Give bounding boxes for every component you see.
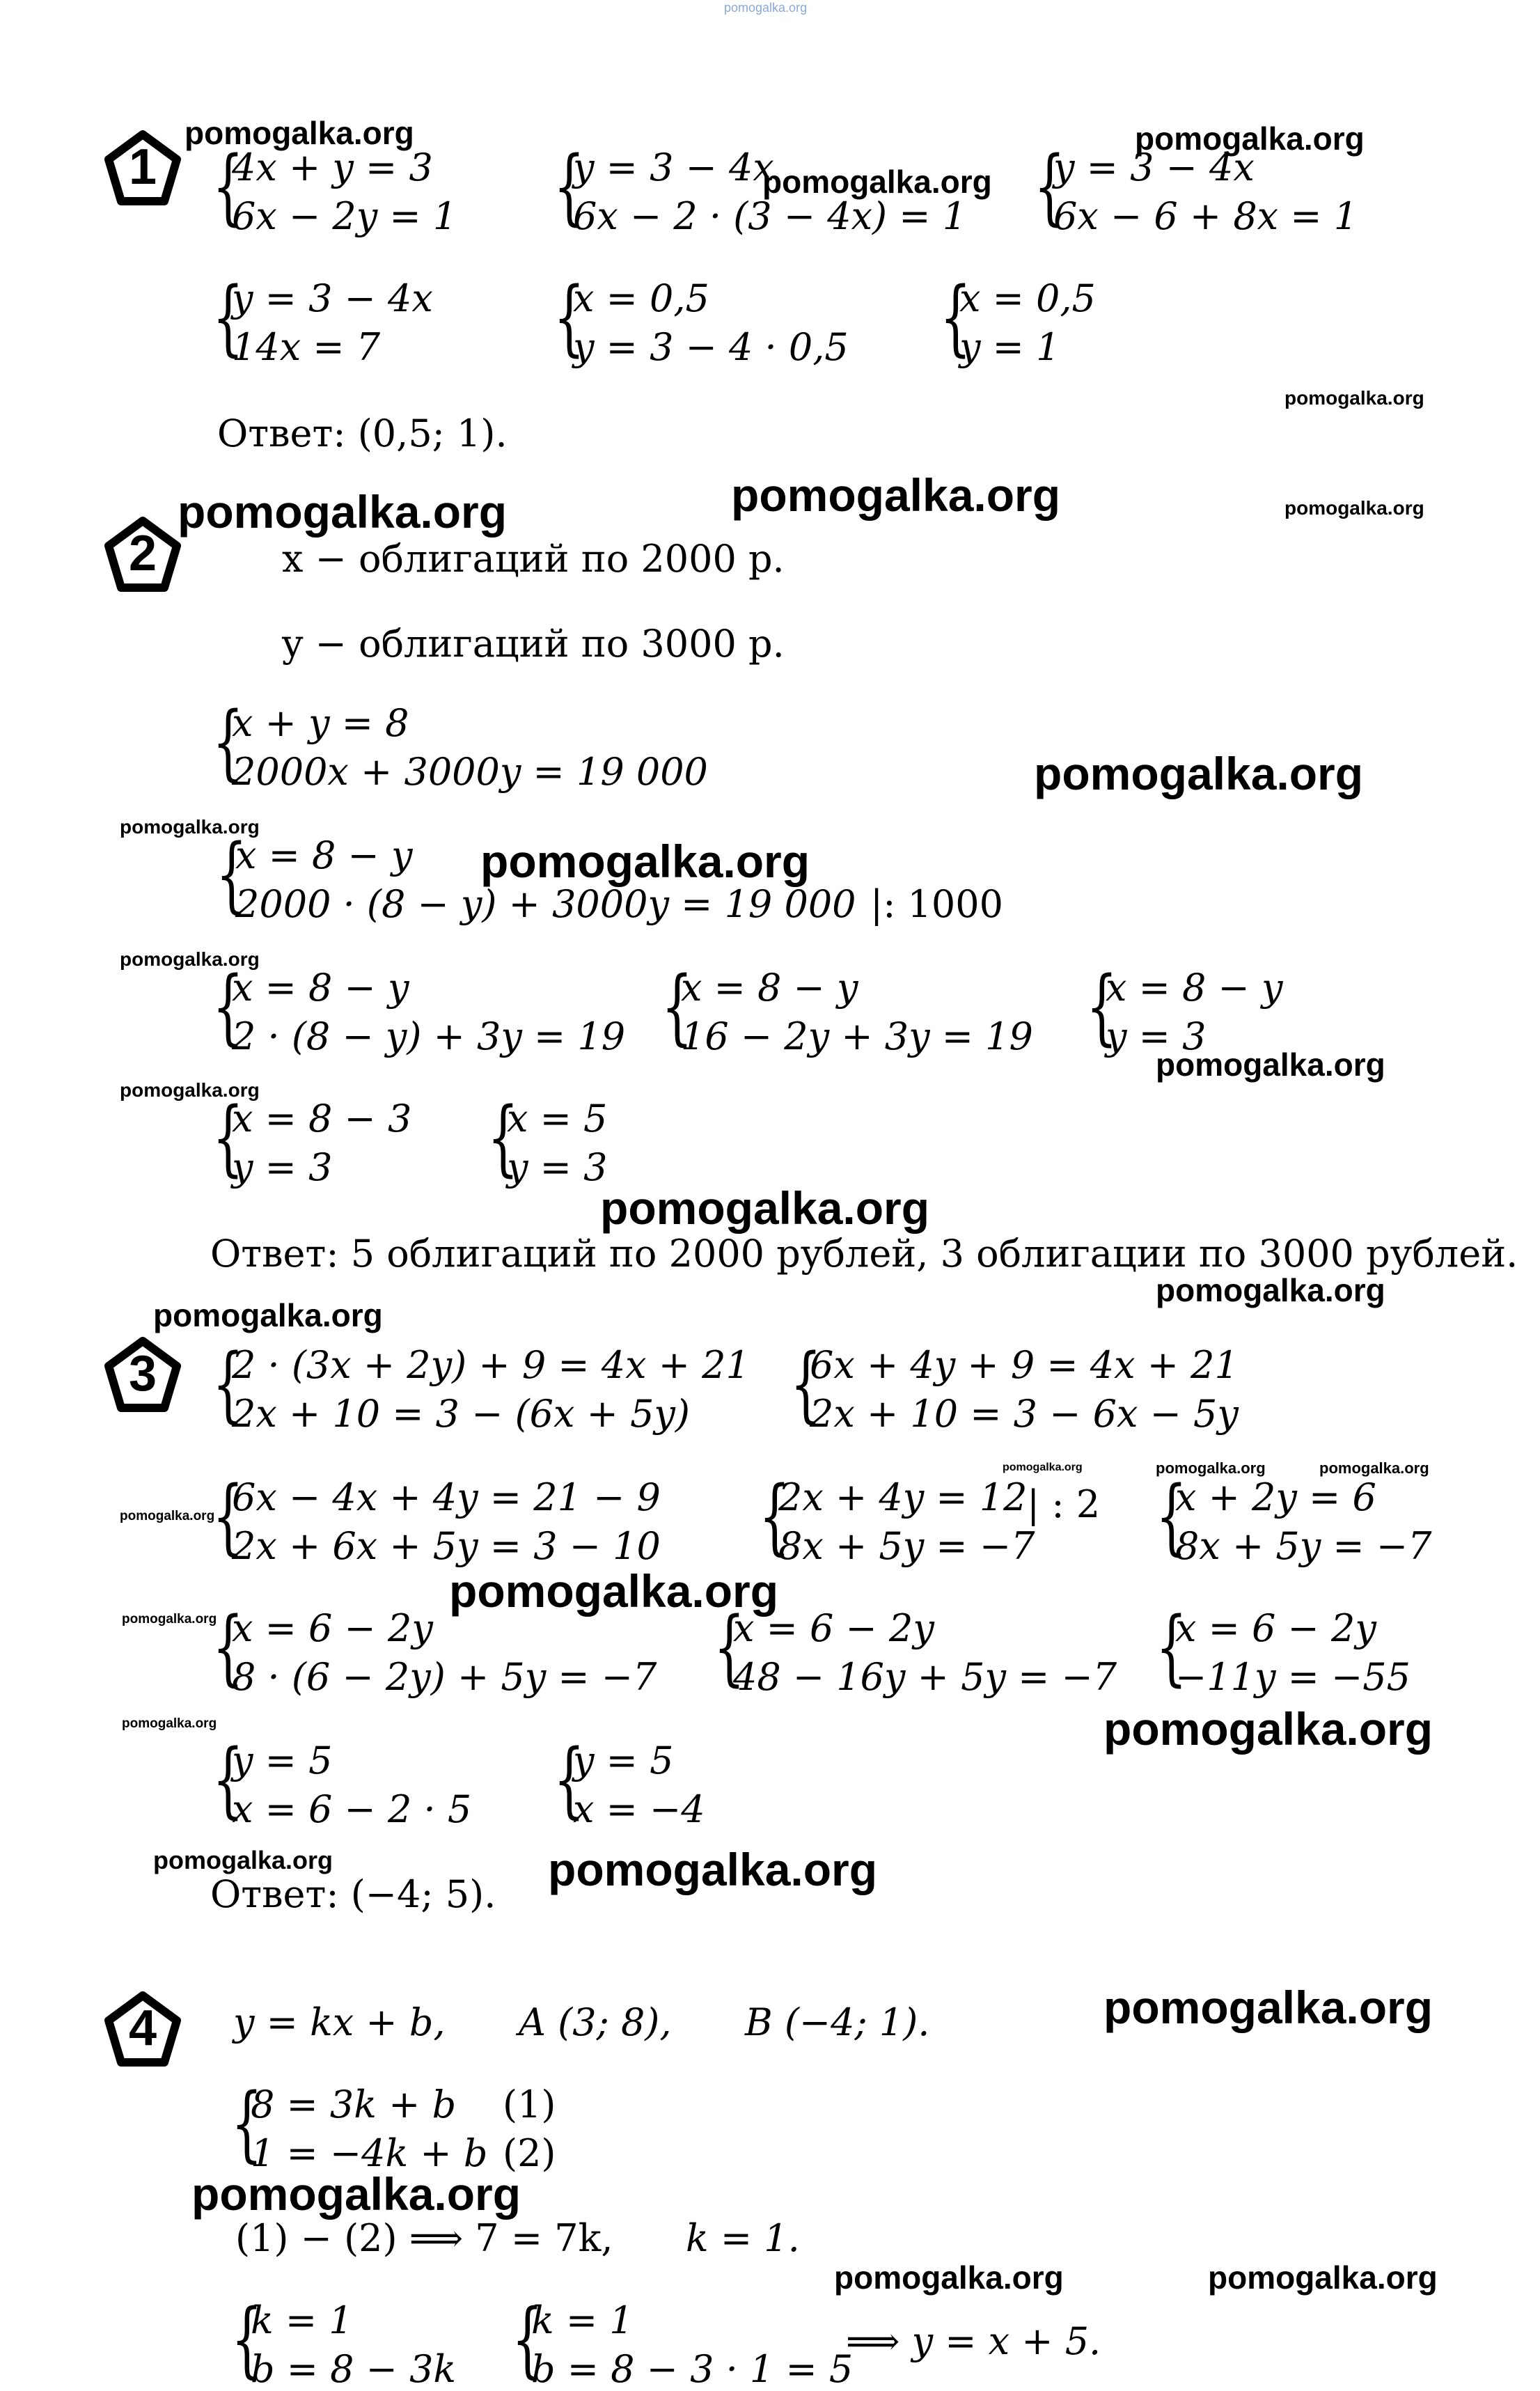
- task-2-variable-x: x − облигаций по 2000 р.: [282, 537, 785, 581]
- equation: x = −4: [573, 1787, 705, 1831]
- task-2-answer: Ответ: 5 облигаций по 2000 рублей, 3 облигации по 3000 рублей.: [210, 1232, 1518, 1276]
- watermark: pomogalka.org: [120, 1079, 260, 1101]
- brace: {: [212, 1089, 244, 1185]
- task-4-point-a: A (3; 8),: [519, 2000, 672, 2044]
- watermark: pomogalka.org: [1319, 1459, 1429, 1477]
- task-3-number: 3: [128, 1346, 157, 1402]
- brace: {: [940, 269, 972, 365]
- equation: 2000x + 3000y = 19 000: [232, 750, 708, 794]
- task-2-number: 2: [128, 526, 157, 581]
- equation-tag-1: (1): [503, 2083, 556, 2126]
- equation: 8 = 3k + b: [251, 2083, 457, 2126]
- equation: y = 5: [232, 1739, 333, 1782]
- watermark: pomogalka.org: [548, 1844, 878, 1895]
- equation: 16 − 2y + 3y = 19: [681, 1014, 1033, 1058]
- task-2-variable-y: y − облигаций по 3000 р.: [282, 622, 785, 666]
- equation: y = 1: [959, 325, 1060, 369]
- equation: x = 8 − y: [235, 833, 413, 877]
- watermark: pomogalka.org: [1003, 1461, 1083, 1473]
- brace: {: [1086, 958, 1118, 1054]
- equation: 48 − 16y + 5y = −7: [733, 1655, 1117, 1699]
- brace: {: [212, 693, 244, 790]
- task-1-answer: Ответ: (0,5; 1).: [217, 411, 508, 455]
- task-3-division-note: | : 2: [1027, 1482, 1101, 1526]
- brace: {: [216, 826, 248, 922]
- equation: 4x + y = 3: [232, 146, 433, 189]
- watermark: pomogalka.org: [449, 1565, 779, 1617]
- equation: y = 3: [507, 1145, 608, 1189]
- equation: 2 · (8 − y) + 3y = 19: [232, 1014, 626, 1058]
- equation: y = 3 − 4x: [573, 146, 774, 189]
- brace: {: [1034, 138, 1066, 234]
- task-3-answer: Ответ: (−4; 5).: [210, 1872, 496, 1916]
- brace: {: [553, 138, 586, 234]
- equation: b = 8 − 3 · 1 = 5: [531, 2347, 854, 2391]
- equation: x = 6 − 2y: [733, 1606, 934, 1650]
- equation: x = 0,5: [573, 276, 709, 320]
- watermark: pomogalka.org: [122, 1612, 217, 1626]
- equation: x = 8 − y: [232, 966, 409, 1010]
- equation: k = 1: [251, 2298, 353, 2342]
- watermark: pomogalka.org: [120, 816, 260, 838]
- equation: 8 · (6 − 2y) + 5y = −7: [232, 1655, 657, 1699]
- equation: 6x − 6 + 8x = 1: [1053, 194, 1358, 238]
- watermark: pomogalka.org: [762, 164, 992, 200]
- watermark: pomogalka.org: [1135, 120, 1365, 157]
- equation: y = 3 − 4x: [1053, 146, 1255, 189]
- brace: {: [553, 1731, 586, 1827]
- equation: 6x − 4x + 4y = 21 − 9: [232, 1475, 661, 1519]
- equation: 6x + 4y + 9 = 4x + 21: [810, 1343, 1239, 1387]
- watermark: pomogalka.org: [153, 1297, 383, 1333]
- watermark: pomogalka.org: [1103, 1982, 1433, 2033]
- brace: {: [212, 269, 244, 365]
- watermark: pomogalka.org: [120, 1509, 215, 1523]
- equation: 2x + 10 = 3 − (6x + 5y): [232, 1392, 690, 1436]
- brace: {: [212, 1468, 244, 1564]
- equation: 2x + 6x + 5y = 3 − 10: [232, 1524, 661, 1568]
- equation: y = 5: [573, 1739, 674, 1782]
- equation: y = 3 − 4 · 0,5: [573, 325, 849, 369]
- watermark: pomogalka.org: [178, 486, 508, 538]
- watermark: pomogalka.org: [1103, 1703, 1433, 1755]
- brace: {: [231, 2075, 263, 2171]
- brace: {: [553, 269, 586, 365]
- equation: y = 3: [232, 1145, 333, 1189]
- watermark: pomogalka.org: [1284, 387, 1424, 409]
- watermark: pomogalka.org: [1156, 1272, 1385, 1308]
- watermark: pomogalka.org: [153, 1846, 333, 1874]
- equation-tag-2: (2): [503, 2131, 556, 2175]
- equation: b = 8 − 3k: [251, 2347, 457, 2391]
- watermark: pomogalka.org: [184, 115, 414, 151]
- equation: x = 6 − 2y: [232, 1606, 433, 1650]
- equation: x + 2y = 6: [1175, 1475, 1376, 1519]
- brace: {: [512, 2291, 544, 2387]
- watermark: pomogalka.org: [480, 836, 810, 887]
- equation: y = 3 − 4x: [232, 276, 433, 320]
- brace: {: [759, 1468, 791, 1564]
- watermark: pomogalka.org: [120, 948, 260, 970]
- equation: x = 8 − 3: [232, 1097, 412, 1140]
- watermark: pomogalka.org: [1208, 2259, 1438, 2296]
- equation: 2 · (3x + 2y) + 9 = 4x + 21: [232, 1343, 750, 1387]
- brace: {: [487, 1089, 519, 1185]
- equation: x = 0,5: [959, 276, 1096, 320]
- task-1-number-badge: [104, 129, 188, 212]
- equation: x = 6 − 2y: [1175, 1606, 1376, 1650]
- watermark: pomogalka.org: [1156, 1046, 1385, 1083]
- brace: {: [714, 1599, 746, 1695]
- task-4-number-badge: [104, 1990, 188, 2073]
- brace: {: [212, 1599, 244, 1695]
- task-3-number-badge: [104, 1335, 188, 1419]
- task-4-subtraction: (1) − (2) ⟹ 7 = 7k,: [235, 2216, 613, 2260]
- equation: −11y = −55: [1175, 1655, 1411, 1699]
- task-4-line-equation: y = kx + b,: [233, 2000, 446, 2044]
- equation: 2000 · (8 − y) + 3000y = 19 000: [235, 882, 856, 926]
- equation: x = 8 − y: [681, 966, 858, 1010]
- watermark: pomogalka.org: [191, 2168, 521, 2220]
- equation: x = 6 − 2 · 5: [232, 1787, 472, 1831]
- task-4-number: 4: [128, 2000, 157, 2056]
- brace: {: [661, 958, 693, 1054]
- brace: {: [212, 958, 244, 1054]
- watermark: pomogalka.org: [731, 469, 1061, 521]
- watermark: pomogalka.org: [1034, 748, 1364, 799]
- equation: x = 8 − y: [1106, 966, 1283, 1010]
- equation: 6x − 2 · (3 − 4x) = 1: [573, 194, 967, 238]
- watermark: pomogalka.org: [600, 1182, 930, 1234]
- equation: 1 = −4k + b: [251, 2131, 488, 2175]
- brace: {: [1156, 1468, 1188, 1564]
- task-4-k-value: k = 1.: [686, 2216, 800, 2260]
- brace: {: [212, 1335, 244, 1432]
- equation: 8x + 5y = −7: [778, 1524, 1035, 1568]
- watermark: pomogalka.org: [1156, 1459, 1266, 1477]
- task-4-result: ⟹ y = x + 5.: [846, 2319, 1101, 2363]
- task-4-point-b: B (−4; 1).: [745, 2000, 930, 2044]
- equation: 6x − 2y = 1: [232, 194, 457, 238]
- brace: {: [212, 138, 244, 234]
- equation: 2x + 4y = 12: [778, 1475, 1028, 1519]
- equation: x + y = 8: [232, 701, 409, 745]
- task-2-number-badge: [104, 515, 188, 599]
- watermark: pomogalka.org: [122, 1716, 217, 1731]
- watermark: pomogalka.org: [834, 2259, 1064, 2296]
- brace: {: [1156, 1599, 1188, 1695]
- equation: 2x + 10 = 3 − 6x − 5y: [810, 1392, 1239, 1436]
- brace: {: [790, 1335, 822, 1432]
- task-1-number: 1: [128, 139, 157, 195]
- equation: x = 5: [507, 1097, 608, 1140]
- watermark: pomogalka.org: [1284, 497, 1424, 519]
- equation: y = 3: [1106, 1014, 1207, 1058]
- brace: {: [212, 1731, 244, 1827]
- task-2-division-note: |: 1000: [870, 882, 1003, 926]
- equation: k = 1: [531, 2298, 634, 2342]
- equation: 14x = 7: [232, 325, 381, 369]
- equation: 8x + 5y = −7: [1175, 1524, 1432, 1568]
- top-watermark: pomogalka.org: [724, 1, 808, 15]
- brace: {: [231, 2291, 263, 2387]
